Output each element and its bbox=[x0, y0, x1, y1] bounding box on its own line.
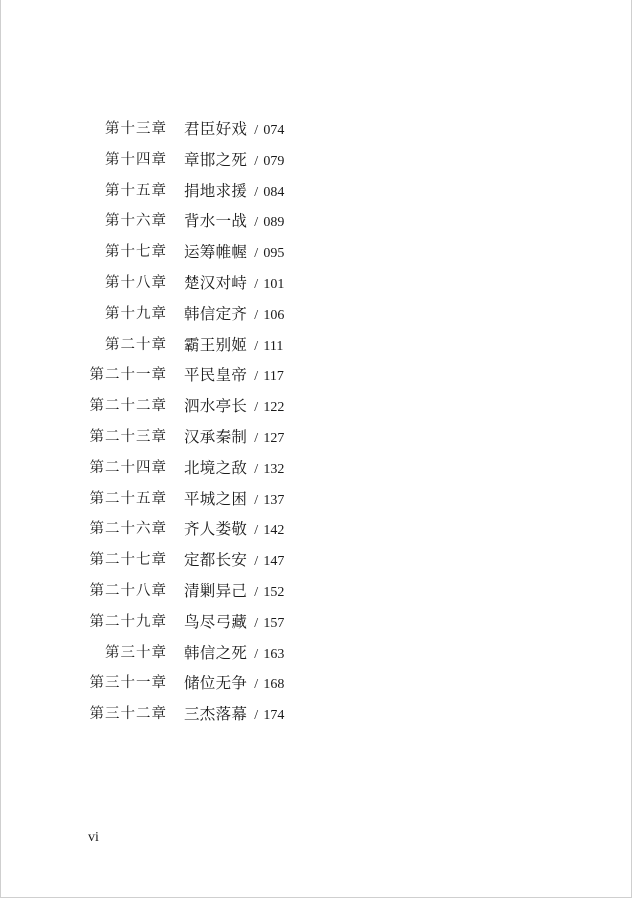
chapter-title: 清剿异己 bbox=[184, 581, 248, 600]
page-number: 074 bbox=[263, 123, 285, 138]
chapter-title: 背水一战 bbox=[184, 212, 248, 231]
chapter-title-line bbox=[184, 453, 284, 485]
toc-entry[interactable] bbox=[0, 114, 633, 145]
chapter-number: 第十九章 bbox=[105, 305, 167, 322]
chapter-title: 楚汉对峙 bbox=[184, 273, 248, 292]
chapter-title: 平城之困 bbox=[184, 489, 248, 508]
separator: / bbox=[254, 646, 259, 662]
chapter-number: 第十五章 bbox=[105, 182, 167, 199]
chapter-title: 韩信之死 bbox=[184, 643, 248, 662]
chapter-title: 三杰落幕 bbox=[184, 705, 248, 724]
chapter-title-line bbox=[184, 299, 284, 331]
chapter-number: 第三十二章 bbox=[89, 706, 167, 723]
chapter-title: 运筹帷幄 bbox=[184, 243, 248, 262]
chapter-title-line bbox=[184, 576, 284, 608]
toc-entry[interactable] bbox=[0, 607, 633, 638]
toc-entry[interactable] bbox=[0, 514, 633, 545]
separator: / bbox=[254, 584, 259, 600]
page-number: 137 bbox=[263, 492, 285, 508]
separator: / bbox=[254, 492, 259, 508]
separator: / bbox=[254, 615, 259, 631]
separator: / bbox=[254, 184, 259, 200]
toc-entry[interactable] bbox=[0, 237, 633, 268]
toc-entry[interactable] bbox=[0, 422, 633, 453]
toc-entry[interactable] bbox=[0, 299, 633, 330]
page-number: 147 bbox=[263, 554, 285, 570]
page-number: 079 bbox=[263, 153, 285, 169]
toc-entry[interactable] bbox=[0, 360, 633, 391]
chapter-number: 第二十七章 bbox=[89, 552, 167, 569]
chapter-number: 第二十五章 bbox=[89, 490, 167, 507]
page-number: 152 bbox=[263, 584, 285, 600]
chapter-number: 第十六章 bbox=[105, 213, 167, 230]
chapter-title-line bbox=[184, 391, 284, 423]
chapter-title: 韩信定齐 bbox=[184, 304, 248, 323]
toc-entry[interactable] bbox=[0, 453, 633, 484]
chapter-title-line bbox=[184, 422, 284, 454]
page-number: 174 bbox=[263, 708, 285, 724]
separator: / bbox=[254, 338, 259, 354]
chapter-title-line bbox=[184, 638, 284, 670]
chapter-title: 齐人娄敬 bbox=[184, 520, 248, 539]
chapter-title-line bbox=[184, 668, 284, 700]
chapter-number: 第二十八章 bbox=[89, 582, 167, 599]
chapter-number: 第二十九章 bbox=[89, 613, 167, 630]
page-number: 117 bbox=[263, 369, 284, 385]
toc-entry[interactable] bbox=[0, 576, 633, 607]
page-number: 157 bbox=[263, 615, 285, 631]
chapter-title: 汉承秦制 bbox=[184, 427, 248, 446]
separator: / bbox=[254, 554, 259, 570]
toc-entry[interactable] bbox=[0, 206, 633, 237]
toc-entry[interactable] bbox=[0, 176, 633, 207]
separator: / bbox=[254, 153, 259, 169]
separator: / bbox=[254, 708, 259, 724]
page-number: 106 bbox=[263, 307, 285, 323]
separator: / bbox=[254, 215, 259, 231]
toc-entry[interactable] bbox=[0, 699, 633, 730]
chapter-number: 第二十三章 bbox=[89, 428, 167, 445]
chapter-number: 第三十章 bbox=[105, 644, 167, 661]
separator: / bbox=[254, 677, 259, 693]
separator: / bbox=[254, 400, 259, 416]
chapter-number: 第二十六章 bbox=[89, 521, 167, 538]
page-number: 122 bbox=[263, 400, 285, 416]
page-number: 127 bbox=[263, 430, 285, 446]
chapter-title-line bbox=[184, 484, 284, 516]
chapter-title: 平民皇帝 bbox=[184, 366, 248, 385]
chapter-title-line bbox=[184, 206, 284, 238]
separator: / bbox=[254, 430, 259, 446]
separator: / bbox=[254, 523, 259, 539]
separator: / bbox=[254, 246, 259, 262]
chapter-title-line bbox=[184, 360, 284, 392]
chapter-number: 第十七章 bbox=[105, 244, 167, 261]
page-folio: vi bbox=[88, 830, 99, 845]
chapter-number: 第十四章 bbox=[105, 151, 167, 168]
toc-entry[interactable] bbox=[0, 330, 633, 361]
chapter-number: 第二十二章 bbox=[89, 398, 167, 415]
chapter-title: 君臣好戏 bbox=[184, 120, 248, 138]
separator: / bbox=[254, 123, 259, 138]
page-number: 089 bbox=[263, 215, 285, 231]
page-number: 132 bbox=[263, 461, 285, 477]
chapter-number: 第二十四章 bbox=[89, 459, 167, 476]
toc-entry[interactable] bbox=[0, 638, 633, 669]
page-number: 111 bbox=[263, 338, 284, 354]
separator: / bbox=[254, 461, 259, 477]
chapter-number: 第十三章 bbox=[105, 121, 167, 137]
chapter-title-line bbox=[184, 268, 284, 300]
chapter-title-line bbox=[184, 514, 284, 546]
toc-entry[interactable] bbox=[0, 145, 633, 176]
chapter-title-line bbox=[184, 330, 283, 362]
separator: / bbox=[254, 276, 259, 292]
chapter-title-line bbox=[184, 607, 284, 639]
toc-entry[interactable] bbox=[0, 668, 633, 699]
chapter-number: 第十八章 bbox=[105, 274, 167, 291]
chapter-number: 第二十章 bbox=[105, 336, 167, 353]
table-of-contents bbox=[0, 114, 633, 730]
page-number: 168 bbox=[263, 677, 285, 693]
chapter-title: 章邯之死 bbox=[184, 150, 248, 169]
page-number: 084 bbox=[263, 184, 285, 200]
separator: / bbox=[254, 369, 259, 385]
chapter-title-line bbox=[184, 176, 284, 208]
toc-entry[interactable] bbox=[0, 484, 633, 515]
chapter-title: 储位无争 bbox=[184, 674, 248, 693]
chapter-title: 捐地求援 bbox=[184, 181, 248, 200]
chapter-title: 鸟尽弓藏 bbox=[184, 612, 248, 631]
toc-entry[interactable] bbox=[0, 268, 633, 299]
page-number: 095 bbox=[263, 246, 285, 262]
chapter-title: 泗水亭长 bbox=[184, 397, 248, 416]
page-number: 142 bbox=[263, 523, 285, 539]
page-number: 163 bbox=[263, 646, 285, 662]
chapter-title-line bbox=[184, 114, 284, 146]
toc-entry[interactable] bbox=[0, 545, 633, 576]
chapter-title-line bbox=[184, 545, 284, 577]
chapter-title: 北境之敌 bbox=[184, 458, 248, 477]
toc-entry[interactable] bbox=[0, 391, 633, 422]
separator: / bbox=[254, 307, 259, 323]
chapter-title-line bbox=[184, 699, 284, 731]
chapter-title: 霸王别姬 bbox=[184, 335, 248, 354]
chapter-title-line bbox=[184, 145, 284, 177]
chapter-number: 第二十一章 bbox=[89, 367, 167, 384]
chapter-number: 第三十一章 bbox=[89, 675, 167, 692]
chapter-title-line bbox=[184, 237, 284, 269]
chapter-title: 定都长安 bbox=[184, 551, 248, 570]
page-number: 101 bbox=[263, 276, 285, 292]
